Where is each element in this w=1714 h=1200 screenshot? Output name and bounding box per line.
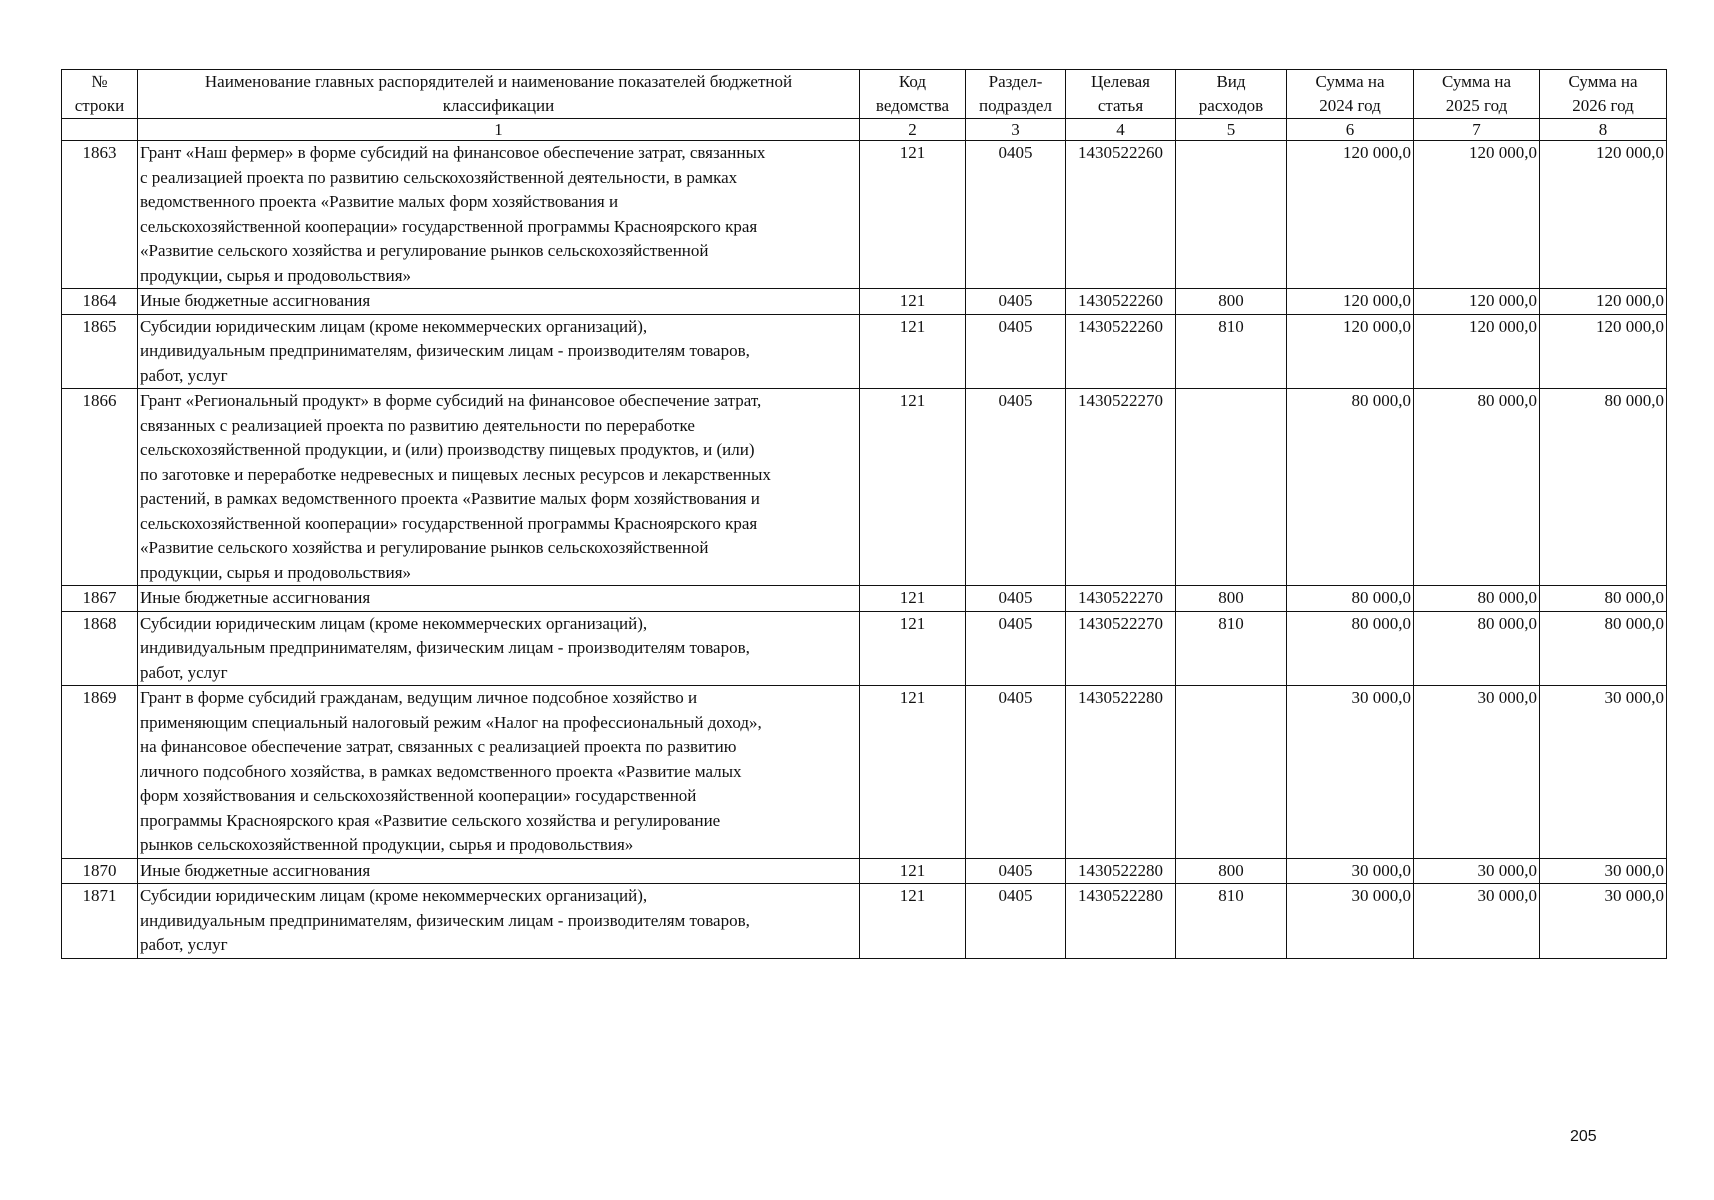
expense-type: 800 bbox=[1176, 289, 1287, 315]
row-name-line: «Развитие сельского хозяйства и регулирование рынков сельскохозяйственной bbox=[140, 538, 709, 557]
row-name-line: работ, услуг bbox=[140, 365, 228, 385]
table-header-row bbox=[62, 70, 1667, 119]
sum-2026: 120 000,0 bbox=[1540, 314, 1667, 389]
header-name: Наименование главных распорядителей и наименование показателей бюджетной классификации bbox=[138, 70, 860, 119]
header-row-number: № строки bbox=[62, 70, 138, 119]
sum-2024: 120 000,0 bbox=[1287, 289, 1414, 315]
department-code: 121 bbox=[860, 858, 966, 884]
target-article: 1430522270 bbox=[1066, 389, 1176, 586]
header-target-article: Целевая статья bbox=[1066, 70, 1176, 119]
row-number: 1867 bbox=[62, 586, 138, 612]
section-code: 0405 bbox=[966, 686, 1066, 859]
table-row bbox=[62, 289, 1667, 315]
row-number: 1869 bbox=[62, 686, 138, 859]
department-code: 121 bbox=[860, 586, 966, 612]
row-name-line: индивидуальным предпринимателям, физическим лицам - производителям товаров, bbox=[140, 638, 750, 657]
target-article: 1430522260 bbox=[1066, 141, 1176, 289]
row-name-line: продукции, сырья и продовольствия» bbox=[140, 265, 412, 285]
sum-2025: 80 000,0 bbox=[1414, 611, 1540, 686]
row-name-line: рынков сельскохозяйственной продукции, сырья и продовольствия» bbox=[140, 835, 634, 854]
table-row bbox=[62, 686, 1667, 859]
header-department-code: Код ведомства bbox=[860, 70, 966, 119]
target-article: 1430522270 bbox=[1066, 586, 1176, 612]
row-name-line: Грант «Наш фермер» в форме субсидий на финансовое обеспечение затрат, связанных bbox=[140, 143, 766, 162]
sum-2025: 30 000,0 bbox=[1414, 686, 1540, 859]
section-code: 0405 bbox=[966, 289, 1066, 315]
header-sum-2026: Сумма на 2026 год bbox=[1540, 70, 1667, 119]
row-name-line: Субсидии юридическим лицам (кроме некоммерческих организаций), bbox=[140, 613, 648, 633]
row-number: 1864 bbox=[62, 289, 138, 315]
budget-table bbox=[61, 69, 1667, 959]
row-name-line: продукции, сырья и продовольствия» bbox=[140, 562, 412, 582]
row-name-line: личного подсобного хозяйства, в рамках ведомственного проекта «Развитие малых bbox=[140, 761, 742, 781]
column-number: 6 bbox=[1287, 119, 1414, 141]
row-name-line: связанных с реализацией проекта по развитию деятельности по переработке bbox=[140, 415, 695, 435]
column-number: 1 bbox=[138, 119, 860, 141]
row-name bbox=[138, 389, 860, 586]
sum-2025: 120 000,0 bbox=[1414, 314, 1540, 389]
row-name-line: применяющим специальный налоговый режим «Налог на профессиональный доход», bbox=[140, 712, 762, 732]
table-body bbox=[62, 141, 1667, 959]
table-row bbox=[62, 884, 1667, 959]
column-number: 8 bbox=[1540, 119, 1667, 141]
section-code: 0405 bbox=[966, 858, 1066, 884]
row-name-line: сельскохозяйственной кооперации» государственной программы Красноярского края bbox=[140, 216, 758, 236]
department-code: 121 bbox=[860, 289, 966, 315]
row-name-line: сельскохозяйственной кооперации» государственной программы Красноярского края bbox=[140, 513, 758, 533]
row-number: 1863 bbox=[62, 141, 138, 289]
target-article: 1430522260 bbox=[1066, 314, 1176, 389]
department-code: 121 bbox=[860, 686, 966, 859]
table-row bbox=[62, 586, 1667, 612]
sum-2025: 30 000,0 bbox=[1414, 858, 1540, 884]
row-name bbox=[138, 141, 860, 289]
row-name-line: «Развитие сельского хозяйства и регулирование рынков сельскохозяйственной bbox=[140, 241, 709, 260]
department-code: 121 bbox=[860, 141, 966, 289]
sum-2025: 80 000,0 bbox=[1414, 389, 1540, 586]
row-name-line: Иные бюджетные ассигнования bbox=[140, 588, 371, 607]
expense-type: 810 bbox=[1176, 884, 1287, 959]
sum-2025: 120 000,0 bbox=[1414, 141, 1540, 289]
target-article: 1430522270 bbox=[1066, 611, 1176, 686]
target-article: 1430522260 bbox=[1066, 289, 1176, 315]
column-number: 3 bbox=[966, 119, 1066, 141]
row-name-line: растений, в рамках ведомственного проекта «Развитие малых форм хозяйствования и bbox=[140, 489, 760, 508]
row-name-line: индивидуальным предпринимателям, физическим лицам - производителям товаров, bbox=[140, 910, 750, 930]
expense-type bbox=[1176, 686, 1287, 859]
sum-2026: 80 000,0 bbox=[1540, 611, 1667, 686]
table-row bbox=[62, 858, 1667, 884]
table-row bbox=[62, 611, 1667, 686]
table-row bbox=[62, 141, 1667, 289]
sum-2025: 80 000,0 bbox=[1414, 586, 1540, 612]
page-number: 205 bbox=[1570, 1128, 1597, 1145]
table-row bbox=[62, 314, 1667, 389]
sum-2024: 80 000,0 bbox=[1287, 389, 1414, 586]
expense-type bbox=[1176, 141, 1287, 289]
sum-2024: 80 000,0 bbox=[1287, 586, 1414, 612]
expense-type: 800 bbox=[1176, 858, 1287, 884]
department-code: 121 bbox=[860, 884, 966, 959]
row-name-line: с реализацией проекта по развитию сельскохозяйственной деятельности, в рамках bbox=[140, 167, 738, 187]
sum-2024: 80 000,0 bbox=[1287, 611, 1414, 686]
column-number-blank bbox=[62, 119, 138, 141]
row-name-line: форм хозяйствования и сельскохозяйственной кооперации» государственной bbox=[140, 786, 697, 805]
column-number: 2 bbox=[860, 119, 966, 141]
department-code: 121 bbox=[860, 314, 966, 389]
department-code: 121 bbox=[860, 389, 966, 586]
sum-2026: 80 000,0 bbox=[1540, 389, 1667, 586]
row-name-line: Иные бюджетные ассигнования bbox=[140, 291, 371, 310]
row-name-line: Субсидии юридическим лицам (кроме некоммерческих организаций), bbox=[140, 316, 648, 336]
section-code: 0405 bbox=[966, 586, 1066, 612]
row-name-line: работ, услуг bbox=[140, 935, 228, 954]
row-name bbox=[138, 686, 860, 859]
row-number: 1870 bbox=[62, 858, 138, 884]
sum-2024: 30 000,0 bbox=[1287, 686, 1414, 859]
row-name-line: Грант «Региональный продукт» в форме субсидий на финансовое обеспечение затрат, bbox=[140, 391, 762, 410]
header-section: Раздел- подраздел bbox=[966, 70, 1066, 119]
expense-type: 800 bbox=[1176, 586, 1287, 612]
row-name-line: сельскохозяйственной продукции, и (или) производству пищевых продуктов, и (или) bbox=[140, 440, 755, 459]
column-number: 5 bbox=[1176, 119, 1287, 141]
row-name bbox=[138, 884, 860, 959]
column-number: 7 bbox=[1414, 119, 1540, 141]
header-expense-type: Вид расходов bbox=[1176, 70, 1287, 119]
target-article: 1430522280 bbox=[1066, 884, 1176, 959]
row-number: 1868 bbox=[62, 611, 138, 686]
row-name-line: на финансовое обеспечение затрат, связанных с реализацией проекта по развитию bbox=[140, 737, 737, 756]
row-name-line: работ, услуг bbox=[140, 662, 228, 682]
sum-2024: 120 000,0 bbox=[1287, 314, 1414, 389]
section-code: 0405 bbox=[966, 884, 1066, 959]
sum-2026: 30 000,0 bbox=[1540, 858, 1667, 884]
header-sum-2024: Сумма на 2024 год bbox=[1287, 70, 1414, 119]
row-name bbox=[138, 858, 860, 884]
row-name-line: Грант в форме субсидий гражданам, ведущим личное подсобное хозяйство и bbox=[140, 688, 698, 707]
sum-2025: 30 000,0 bbox=[1414, 884, 1540, 959]
row-name-line: ведомственного проекта «Развитие малых форм хозяйствования и bbox=[140, 192, 619, 211]
target-article: 1430522280 bbox=[1066, 686, 1176, 859]
row-number: 1866 bbox=[62, 389, 138, 586]
table-row bbox=[62, 389, 1667, 586]
row-name bbox=[138, 314, 860, 389]
header-sum-2025: Сумма на 2025 год bbox=[1414, 70, 1540, 119]
section-code: 0405 bbox=[966, 314, 1066, 389]
row-name-line: индивидуальным предпринимателям, физическим лицам - производителям товаров, bbox=[140, 341, 750, 360]
row-name bbox=[138, 611, 860, 686]
sum-2026: 80 000,0 bbox=[1540, 586, 1667, 612]
row-number: 1871 bbox=[62, 884, 138, 959]
expense-type: 810 bbox=[1176, 611, 1287, 686]
expense-type: 810 bbox=[1176, 314, 1287, 389]
sum-2026: 120 000,0 bbox=[1540, 141, 1667, 289]
sum-2024: 30 000,0 bbox=[1287, 858, 1414, 884]
section-code: 0405 bbox=[966, 611, 1066, 686]
sum-2026: 120 000,0 bbox=[1540, 289, 1667, 315]
column-number-row bbox=[62, 119, 1667, 141]
row-name bbox=[138, 289, 860, 315]
row-name-line: программы Красноярского края «Развитие сельского хозяйства и регулирование bbox=[140, 810, 721, 830]
sum-2024: 30 000,0 bbox=[1287, 884, 1414, 959]
row-number: 1865 bbox=[62, 314, 138, 389]
section-code: 0405 bbox=[966, 389, 1066, 586]
sum-2025: 120 000,0 bbox=[1414, 289, 1540, 315]
target-article: 1430522280 bbox=[1066, 858, 1176, 884]
column-number: 4 bbox=[1066, 119, 1176, 141]
department-code: 121 bbox=[860, 611, 966, 686]
section-code: 0405 bbox=[966, 141, 1066, 289]
expense-type bbox=[1176, 389, 1287, 586]
sum-2026: 30 000,0 bbox=[1540, 884, 1667, 959]
row-name bbox=[138, 586, 860, 612]
sum-2024: 120 000,0 bbox=[1287, 141, 1414, 289]
row-name-line: по заготовке и переработке недревесных и пищевых лесных ресурсов и лекарственных bbox=[140, 464, 771, 484]
row-name-line: Субсидии юридическим лицам (кроме некоммерческих организаций), bbox=[140, 886, 648, 905]
sum-2026: 30 000,0 bbox=[1540, 686, 1667, 859]
row-name-line: Иные бюджетные ассигнования bbox=[140, 860, 371, 880]
